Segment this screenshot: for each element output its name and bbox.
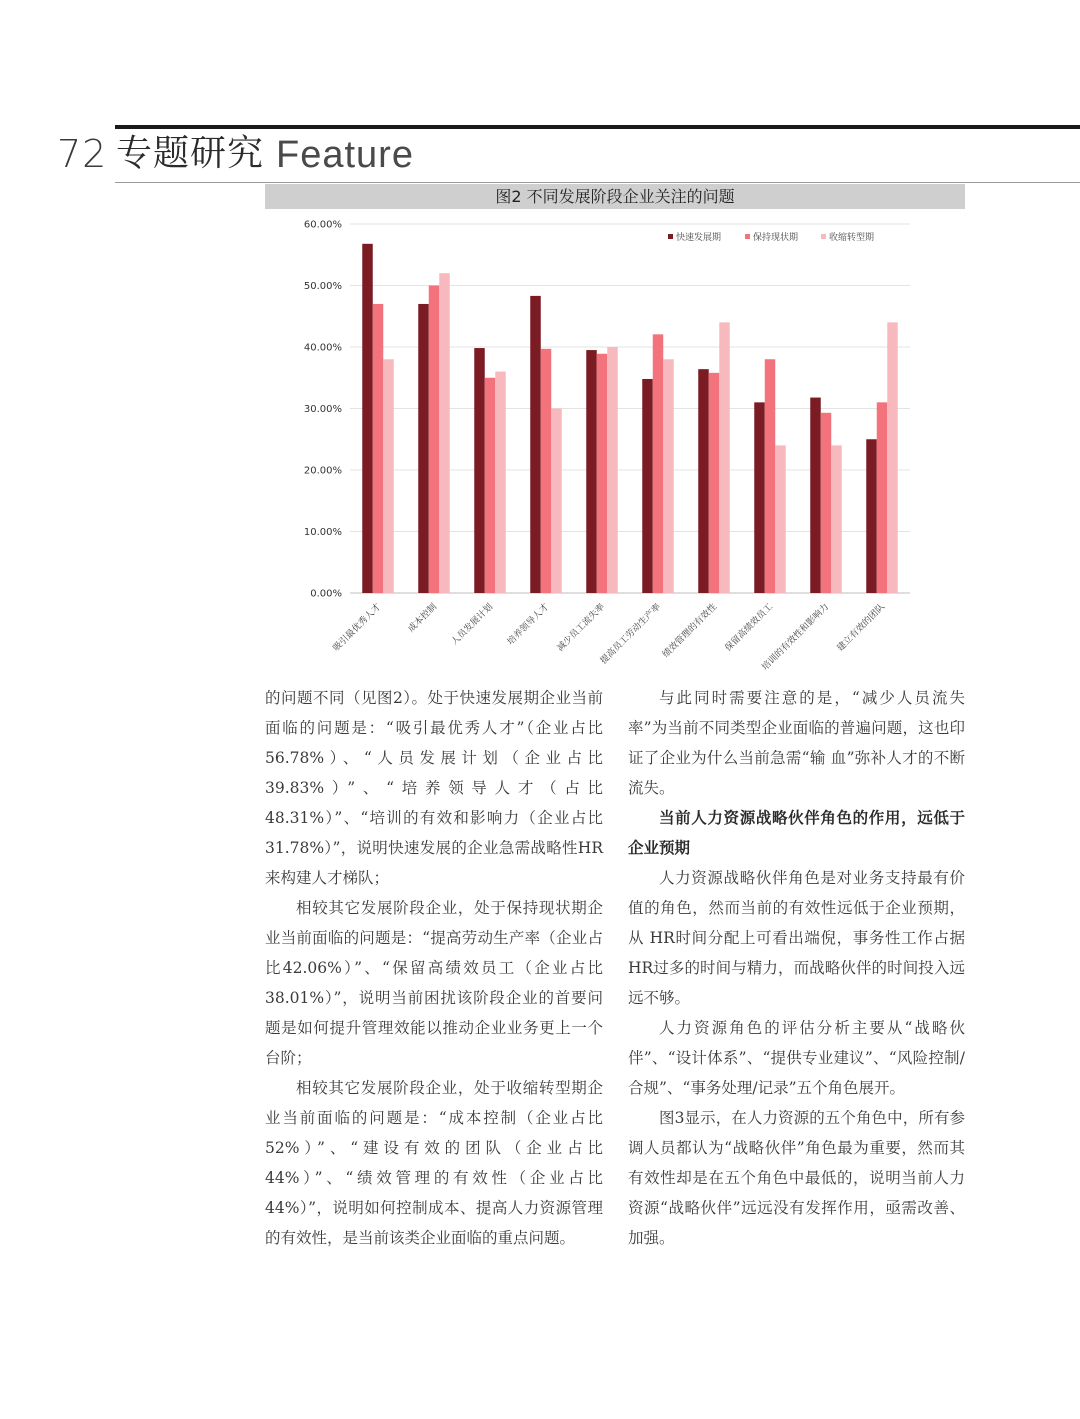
bar: [698, 369, 709, 593]
chart-category-labels: [330, 601, 887, 673]
bar: [373, 304, 384, 593]
body-paragraph: 人力资源角色的评估分析主要从“战略伙伴”、“设计体系”、“提供专业建议”、“风险控制/合规”、“事务处理/记录”五个角色展开。: [628, 1019, 965, 1097]
bar: [810, 398, 821, 593]
x-category-label: 减少员工流失率: [555, 602, 608, 654]
y-tick-label: 60.00%: [303, 219, 342, 231]
x-category-label: 成本控制: [406, 602, 440, 635]
chart-y-axis: [304, 220, 342, 600]
x-category-label: 培养领导人才: [505, 602, 552, 648]
bar: [831, 445, 842, 593]
x-category-label: 培训的有效性和影响力: [760, 602, 832, 673]
x-category-label: 吸引最优秀人才: [331, 602, 384, 654]
legend-swatch: [745, 234, 750, 239]
x-category-label: 建立有效的团队: [835, 602, 888, 654]
bar: [642, 379, 653, 593]
legend-label: 收缩转型期: [829, 233, 875, 243]
bar: [877, 402, 888, 593]
x-category-label: 绩效管理的有效性: [661, 602, 720, 661]
bar: [597, 354, 608, 593]
section-title-en: Feature: [276, 134, 414, 176]
bar: [418, 304, 429, 593]
body-paragraph: 与此同时需要注意的是，“减少人员流失率”为当前不同类型企业面临的普遍问题，这也印证了企业为什么当前急需“输 血”弥补人才的不断流失。: [628, 689, 965, 797]
bar: [530, 296, 541, 593]
bar: [485, 378, 496, 593]
legend-swatch: [821, 234, 826, 239]
bar: [362, 244, 373, 593]
bar: [607, 347, 618, 593]
bar-chart: [265, 209, 965, 679]
bar: [719, 322, 730, 593]
y-tick-label: 50.00%: [303, 281, 342, 292]
legend-label: 快速发展期: [676, 233, 722, 243]
header-top-rule: [115, 125, 1080, 129]
bar: [821, 413, 832, 593]
x-category-label: 人员发展计划: [449, 602, 496, 648]
bar: [586, 350, 597, 593]
bar: [439, 273, 450, 593]
body-paragraph: 相较其它发展阶段企业，处于保持现状期企业当前面临的问题是：“提高劳动生产率（企业占比42.06%）”、“保留高绩效员工（企业占比38.01%）”，说明当前困扰该阶段企业的首要问题是如何提升管理效能以推动企业业务更上一个台阶；: [265, 899, 603, 1067]
body-column-right: [628, 683, 965, 1253]
body-column-left: [265, 683, 603, 1253]
figure-title: 图2 不同发展阶段企业关注的问题: [495, 187, 735, 206]
bar: [653, 334, 664, 593]
bar: [551, 409, 562, 594]
bar: [429, 286, 440, 594]
body-paragraph: 的问题不同（见图2）。处于快速发展期企业当前面临的问题是：“吸引最优秀人才”（企业占比56.78%）、“人员发展计划（企业占比39.83%）”、“培养领导人才（占比48.31%）”、“培训的有效和影响力（企业占比31.78%）”，说明快速发展的企业急需战略性HR来构建人才梯队；: [265, 689, 603, 887]
section-title: 专题研究: [116, 133, 265, 174]
figure-title-bar: [265, 184, 965, 209]
y-tick-label: 20.00%: [303, 465, 342, 477]
bar: [775, 445, 786, 593]
bar: [383, 359, 394, 593]
legend-swatch: [668, 234, 673, 239]
bar: [663, 359, 674, 593]
bar: [765, 359, 776, 593]
y-tick-label: 30.00%: [303, 404, 342, 415]
chart-bars: [362, 244, 898, 593]
x-category-label: 提高员工劳动生产率: [598, 602, 664, 667]
legend-label: 保持现状期: [753, 233, 799, 243]
bar: [754, 402, 765, 593]
y-tick-label: 10.00%: [303, 527, 342, 538]
y-tick-label: 40.00%: [303, 342, 342, 354]
body-paragraph: 图3显示，在人力资源的五个角色中，所有参调人员都认为“战略伙伴”角色最为重要，然而其有效性却是在五个角色中最低的，说明当前人力资源“战略伙伴”远远没有发挥作用，亟需改善、加强。: [628, 1109, 965, 1247]
bar: [474, 348, 485, 593]
header-bottom-rule: [115, 182, 1080, 183]
bar: [541, 349, 552, 593]
chart-legend: [668, 231, 874, 243]
body-paragraph: 人力资源战略伙伴角色是对业务支持最有价值的角色，然而当前的有效性远低于企业预期，从 HR时间分配上可看出端倪，事务性工作占据HR过多的时间与精力，而战略伙伴的时间投入远远不够。: [628, 869, 965, 1007]
bar: [866, 439, 877, 593]
section-subheading: 当前人力资源战略伙伴角色的作用，远低于企业预期: [628, 809, 965, 857]
bar: [887, 322, 898, 593]
body-paragraph: 相较其它发展阶段企业，处于收缩转型期企业当前面临的问题是：“成本控制（企业占比52%）”、“建设有效的团队（企业占比44%）”、“绩效管理的有效性（企业占比44%）”，说明如何控制成本、提高人力资源管理的有效性，是当前该类企业面临的重点问题。: [265, 1079, 603, 1247]
x-category-label: 保留高绩效员工: [723, 602, 776, 654]
bar: [495, 372, 506, 593]
y-tick-label: 0.00%: [310, 588, 342, 600]
bar: [709, 373, 720, 593]
page-number: 72: [57, 132, 108, 176]
